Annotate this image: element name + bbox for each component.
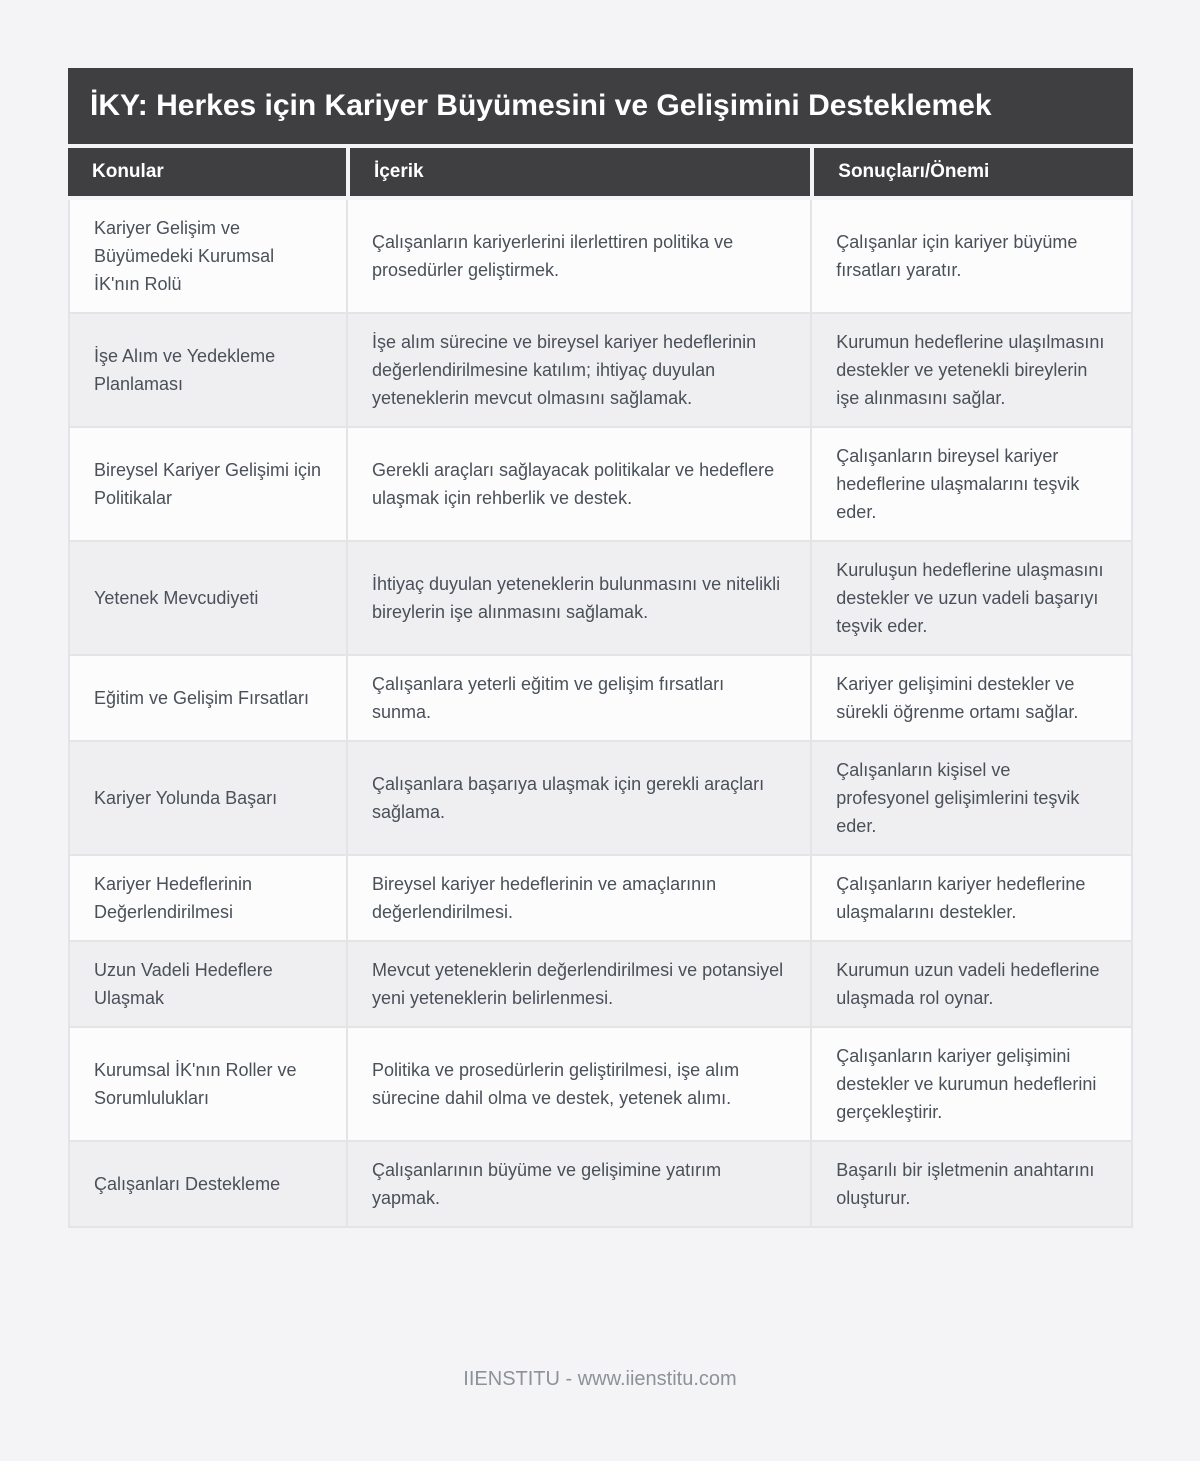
career-growth-table	[68, 148, 1133, 1228]
cell-outcome: Çalışanlar için kariyer büyüme fırsatları yaratır.	[810, 200, 1133, 314]
table-row	[68, 542, 1133, 656]
column-header-icerik: İçerik	[346, 148, 810, 200]
cell-outcome: Kariyer gelişimini destekler ve sürekli öğrenme ortamı sağlar.	[810, 656, 1133, 742]
column-header-konular: Konular	[68, 148, 346, 200]
cell-outcome: Çalışanların kişisel ve profesyonel gelişimlerini teşvik eder.	[810, 742, 1133, 856]
cell-outcome: Çalışanların kariyer hedeflerine ulaşmalarını destekler.	[810, 856, 1133, 942]
table-body	[68, 200, 1133, 1228]
cell-content: Çalışanlara başarıya ulaşmak için gerekli araçları sağlama.	[346, 742, 810, 856]
table-card	[68, 68, 1133, 1228]
table-row	[68, 656, 1133, 742]
cell-topic: Kariyer Hedeflerinin Değerlendirilmesi	[68, 856, 346, 942]
cell-topic: Kariyer Gelişim ve Büyümedeki Kurumsal İK'nın Rolü	[68, 200, 346, 314]
page-title: İKY: Herkes için Kariyer Büyümesini ve Gelişimini Desteklemek	[68, 68, 1133, 144]
cell-topic: Bireysel Kariyer Gelişimi için Politikalar	[68, 428, 346, 542]
cell-content: Çalışanlara yeterli eğitim ve gelişim fırsatları sunma.	[346, 656, 810, 742]
table-row	[68, 1028, 1133, 1142]
table-row	[68, 742, 1133, 856]
cell-outcome: Kuruluşun hedeflerine ulaşmasını destekler ve uzun vadeli başarıyı teşvik eder.	[810, 542, 1133, 656]
cell-topic: İşe Alım ve Yedekleme Planlaması	[68, 314, 346, 428]
cell-content: Gerekli araçları sağlayacak politikalar ve hedeflere ulaşmak için rehberlik ve destek.	[346, 428, 810, 542]
cell-topic: Çalışanları Destekleme	[68, 1142, 346, 1228]
cell-content: Mevcut yeteneklerin değerlendirilmesi ve potansiyel yeni yeteneklerin belirlenmesi.	[346, 942, 810, 1028]
table-row	[68, 314, 1133, 428]
table-row	[68, 428, 1133, 542]
cell-content: Bireysel kariyer hedeflerinin ve amaçlarının değerlendirilmesi.	[346, 856, 810, 942]
cell-outcome: Başarılı bir işletmenin anahtarını oluşturur.	[810, 1142, 1133, 1228]
table-row	[68, 856, 1133, 942]
cell-content: İşe alım sürecine ve bireysel kariyer hedeflerinin değerlendirilmesine katılım; ihtiyaç duyulan yeteneklerin mevcut olmasını sağlamak.	[346, 314, 810, 428]
cell-outcome: Kurumun hedeflerine ulaşılmasını destekler ve yetenekli bireylerin işe alınmasını sağlar.	[810, 314, 1133, 428]
cell-content: Çalışanlarının büyüme ve gelişimine yatırım yapmak.	[346, 1142, 810, 1228]
cell-outcome: Çalışanların kariyer gelişimini destekler ve kurumun hedeflerini gerçekleştirir.	[810, 1028, 1133, 1142]
table-row	[68, 1142, 1133, 1228]
table-row	[68, 200, 1133, 314]
table-row	[68, 942, 1133, 1028]
cell-topic: Kurumsal İK'nın Roller ve Sorumlulukları	[68, 1028, 346, 1142]
cell-topic: Yetenek Mevcudiyeti	[68, 542, 346, 656]
cell-topic: Uzun Vadeli Hedeflere Ulaşmak	[68, 942, 346, 1028]
cell-content: İhtiyaç duyulan yeteneklerin bulunmasını ve nitelikli bireylerin işe alınmasını sağlamak.	[346, 542, 810, 656]
cell-outcome: Kurumun uzun vadeli hedeflerine ulaşmada rol oynar.	[810, 942, 1133, 1028]
cell-outcome: Çalışanların bireysel kariyer hedeflerine ulaşmalarını teşvik eder.	[810, 428, 1133, 542]
cell-content: Politika ve prosedürlerin geliştirilmesi, işe alım sürecine dahil olma ve destek, yetenek alımı.	[346, 1028, 810, 1142]
footer-attribution: IIENSTITU - www.iienstitu.com	[463, 1368, 737, 1390]
cell-topic: Kariyer Yolunda Başarı	[68, 742, 346, 856]
cell-content: Çalışanların kariyerlerini ilerlettiren politika ve prosedürler geliştirmek.	[346, 200, 810, 314]
cell-topic: Eğitim ve Gelişim Fırsatları	[68, 656, 346, 742]
column-header-sonuclari-onemi: Sonuçları/Önemi	[810, 148, 1133, 200]
header-row	[68, 148, 1133, 200]
